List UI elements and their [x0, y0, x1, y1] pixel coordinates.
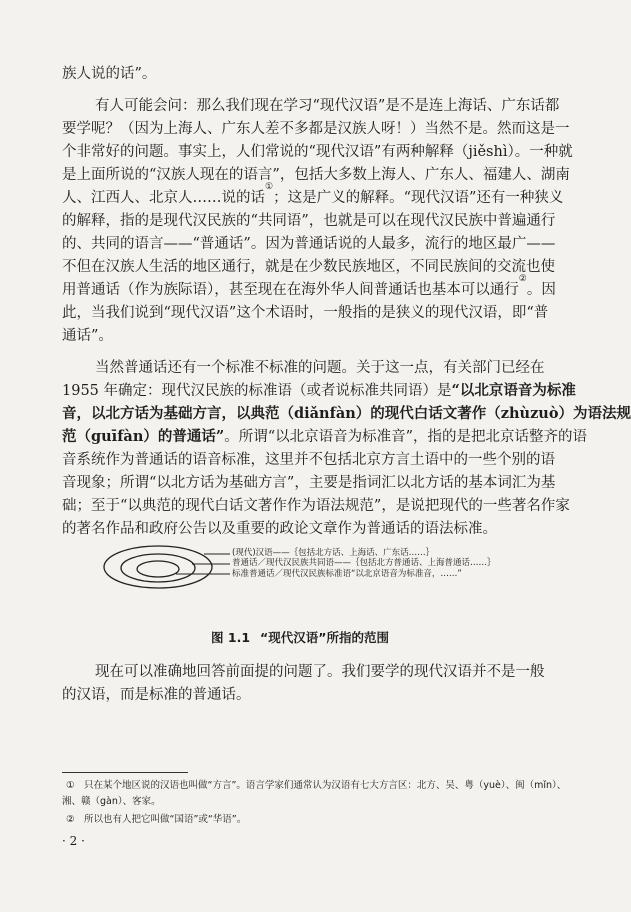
text-segment: ；这是广义的解释。“现代汉语”还有一种狭义 [273, 190, 564, 206]
text-line: 此，当我们说到“现代汉语”这个术语时，一般指的是狭义的现代汉语，即“普 [62, 305, 549, 321]
text-line: 的汉语，而是标准的普通话。 [62, 687, 251, 703]
text-line-bold: 音，以北方话为基础方言，以典范（diǎnfàn）的现代白话文著作（zhùzuò）为语法规 [62, 405, 631, 422]
text-line: 现在可以准确地回答前面提的问题了。我们要学的现代汉语并不是一般 [95, 664, 545, 680]
text-segment: 。因 [526, 282, 556, 298]
text-line [62, 380, 576, 402]
inner-ellipse [137, 561, 179, 577]
text-line [62, 426, 588, 448]
diagram-label-middle: 普通话／现代汉民族共同语——｛包括北方普通话、上海普通话……｝ [232, 558, 496, 568]
text-line: 个非常好的问题。事实上，人们常说的“现代汉语”有两种解释（jiěshì）。一种就 [62, 144, 573, 160]
figure-caption [60, 628, 540, 646]
text-line: 的著名作品和政府公告以及重要的政论文章作为普通话的语法标准。 [62, 521, 497, 537]
text-segment: 1955 年确定：现代汉民族的标准语（或者说标准共同语）是 [62, 383, 452, 399]
figure-title: “现代汉语”所指的范围 [260, 630, 389, 645]
text-line: 础；至于“以典范的现代白话文著作作为语法规范”，是说把现代的一些著名作家 [62, 498, 570, 514]
text-line [62, 274, 562, 301]
text-line: 族人说的话”。 [62, 66, 157, 82]
text-line: 音系统作为普通话的语音标准，这里并不包括北京方言土语中的一些个别的语 [62, 452, 555, 468]
footnote-2: ② 所以也有人把它叫做“国语”或“华语”。 [66, 814, 247, 825]
footnote-divider [62, 772, 188, 773]
text-line: 要学呢？（因为上海人、广东人差不多都是汉族人呀！）当然不是。然而这是一 [62, 121, 570, 137]
text-segment-bold: “以北京语音为标准 [451, 382, 576, 399]
concentric-diagram [100, 531, 540, 591]
text-segment: 。所谓“以北京语音为标准音”，指的是把北京话整齐的语 [224, 429, 588, 445]
text-line [62, 182, 564, 209]
text-segment-bold: 范（guīfàn）的普通话” [62, 428, 225, 445]
text-line: 是上面所说的“汉族人现在的语言”，包括大多数上海人、广东人、福建人、湖南 [62, 167, 570, 183]
figure-number: 图 1.1 [211, 630, 251, 645]
diagram-label-outer: (现代)汉语——｛包括北方话、上海话、广东话……｝ [232, 548, 435, 558]
text-line: 的解释，指的是现代汉民族的“共同语”，也就是可以在现代汉民族中普遍通行 [62, 213, 556, 229]
text-segment: 人、江西人、北京人……说的话 [62, 190, 265, 206]
middle-ellipse [121, 554, 195, 582]
footnote-1: ① 只在某个地区说的汉语也叫做“方言”。语言学家们通常认为汉语有七大方言区：北方、吴、粤（yuè）、闽（mǐn）、 [66, 780, 567, 791]
text-line: 当然普通话还有一个标准不标准的问题。关于这一点，有关部门已经在 [95, 360, 545, 376]
page-number: · 2 · [62, 834, 85, 848]
text-line: 音现象；所谓“以北方话为基础方言”，主要是指词汇以北方话的基本词汇为基 [62, 475, 556, 491]
text-line: 的、共同的语言——“普通话”。因为普通话说的人最多，流行的地区最广—— [62, 236, 556, 252]
footnote-ref: ② [518, 274, 527, 284]
text-line: 不但在汉族人生活的地区通行，就是在少数民族地区，不同民族间的交流也使 [62, 259, 555, 275]
text-segment: 用普通话（作为族际语），甚至现在在海外华人间普通话也基本可以通行 [62, 282, 519, 298]
text-line: 通话”。 [62, 328, 113, 344]
footnote-1-cont: 湘、赣（gàn）、客家。 [62, 796, 161, 807]
diagram-label-inner: 标准普通话／现代汉民族标准语“以北京语音为标准音，……” [232, 569, 462, 579]
text-line: 有人可能会问：那么我们现在学习“现代汉语”是不是连上海话、广东话都 [95, 98, 560, 114]
footnote-ref: ① [265, 182, 274, 192]
